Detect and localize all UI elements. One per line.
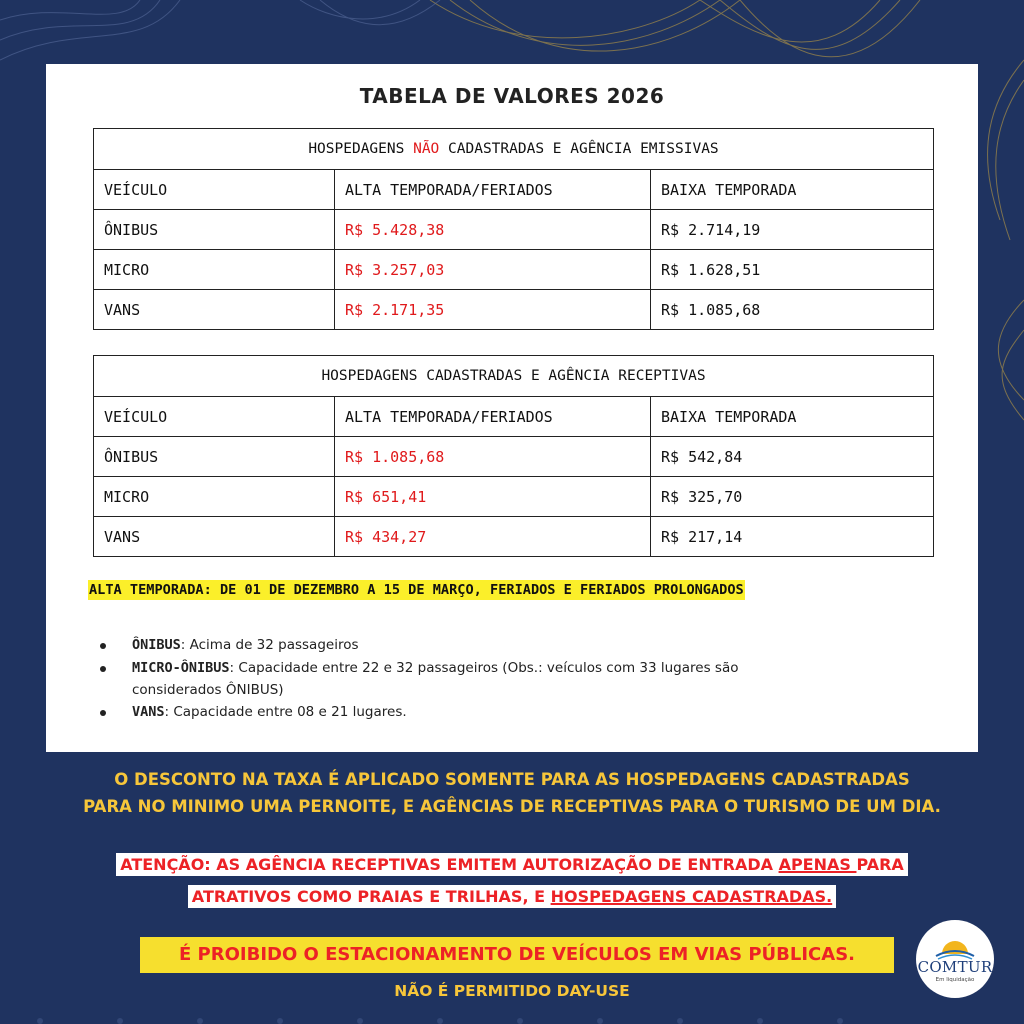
list-item xyxy=(98,701,928,724)
low-season-price: R$ 217,14 xyxy=(651,517,934,557)
comtur-logo xyxy=(916,920,994,998)
vehicle-cell: MICRO xyxy=(94,477,335,517)
table-row xyxy=(94,517,934,557)
table-row xyxy=(94,290,934,330)
table-title: HOSPEDAGENS CADASTRADAS E AGÊNCIA RECEPTIVAS xyxy=(94,356,934,397)
table-row xyxy=(94,437,934,477)
low-season-price: R$ 1.628,51 xyxy=(651,250,934,290)
high-season-note: ALTA TEMPORADA: DE 01 DE DEZEMBRO A 15 DE MARÇO, FERIADOS E FERIADOS PROLONGADOS xyxy=(89,582,744,598)
table-non-registered xyxy=(93,128,934,330)
discount-notice xyxy=(0,766,1024,820)
list-item xyxy=(98,657,928,701)
high-season-price: R$ 2.171,35 xyxy=(335,290,651,330)
logo-subtitle: Em liquidação xyxy=(935,977,975,983)
definition-text: : Capacidade entre 08 e 21 lugares. xyxy=(164,704,407,720)
table-row xyxy=(94,210,934,250)
not-highlight: NÃO xyxy=(413,141,440,157)
low-season-price: R$ 542,84 xyxy=(651,437,934,477)
vehicle-cell: MICRO xyxy=(94,250,335,290)
low-season-price: R$ 325,70 xyxy=(651,477,934,517)
high-season-price: R$ 651,41 xyxy=(335,477,651,517)
high-season-price: R$ 3.257,03 xyxy=(335,250,651,290)
day-use-notice: NÃO É PERMITIDO DAY-USE xyxy=(394,982,630,1000)
table-row xyxy=(94,250,934,290)
definition-term: MICRO-ÔNIBUS xyxy=(132,660,230,676)
logo-name: COMTUR xyxy=(917,958,993,976)
high-season-price: R$ 1.085,68 xyxy=(335,437,651,477)
table-title: HOSPEDAGENS NÃO CADASTRADAS E AGÊNCIA EMISSIVAS xyxy=(94,129,934,170)
high-season-price: R$ 434,27 xyxy=(335,517,651,557)
column-header-low-season: BAIXA TEMPORADA xyxy=(651,170,934,210)
definition-text: : Acima de 32 passageiros xyxy=(180,637,359,653)
column-header-vehicle: VEÍCULO xyxy=(94,170,335,210)
column-header-vehicle: VEÍCULO xyxy=(94,397,335,437)
vehicle-cell: VANS xyxy=(94,290,335,330)
low-season-price: R$ 1.085,68 xyxy=(651,290,934,330)
column-header-high-season: ALTA TEMPORADA/FERIADOS xyxy=(335,170,651,210)
vehicle-definitions-list xyxy=(98,634,928,724)
vehicle-cell: ÔNIBUS xyxy=(94,437,335,477)
list-item xyxy=(98,634,928,657)
table-header-row xyxy=(94,129,934,170)
discount-line-2: PARA NO MINIMO UMA PERNOITE, E AGÊNCIAS DE RECEPTIVAS PARA O TURISMO DE UM DIA. xyxy=(83,797,941,816)
table-header-row xyxy=(94,356,934,397)
definition-text: : Capacidade entre 22 e 32 passageiros (Obs.: veículos com 33 lugares são xyxy=(229,660,739,676)
high-season-price: R$ 5.428,38 xyxy=(335,210,651,250)
column-header-low-season: BAIXA TEMPORADA xyxy=(651,397,934,437)
table-row xyxy=(94,477,934,517)
definition-continuation: considerados ÔNIBUS) xyxy=(132,682,284,698)
discount-line-1: O DESCONTO NA TAXA É APLICADO SOMENTE PARA AS HOSPEDAGENS CADASTRADAS xyxy=(114,770,910,789)
attention-line-1: ATENÇÃO: AS AGÊNCIA RECEPTIVAS EMITEM AUTORIZAÇÃO DE ENTRADA APENAS PARA xyxy=(116,853,908,876)
attention-notice xyxy=(0,851,1024,911)
vehicle-cell: ÔNIBUS xyxy=(94,210,335,250)
parking-prohibited-notice: É PROIBIDO O ESTACIONAMENTO DE VEÍCULOS EM VIAS PÚBLICAS. xyxy=(140,937,894,973)
column-header-high-season: ALTA TEMPORADA/FERIADOS xyxy=(335,397,651,437)
vehicle-cell: VANS xyxy=(94,517,335,557)
definition-term: VANS xyxy=(132,704,165,720)
table-registered xyxy=(93,355,934,557)
low-season-price: R$ 2.714,19 xyxy=(651,210,934,250)
column-header-row xyxy=(94,397,934,437)
column-header-row xyxy=(94,170,934,210)
attention-line-2: ATRATIVOS COMO PRAIAS E TRILHAS, E HOSPEDAGENS CADASTRADAS. xyxy=(188,885,836,908)
definition-term: ÔNIBUS xyxy=(132,637,181,653)
page-title: TABELA DE VALORES 2026 xyxy=(359,84,665,108)
